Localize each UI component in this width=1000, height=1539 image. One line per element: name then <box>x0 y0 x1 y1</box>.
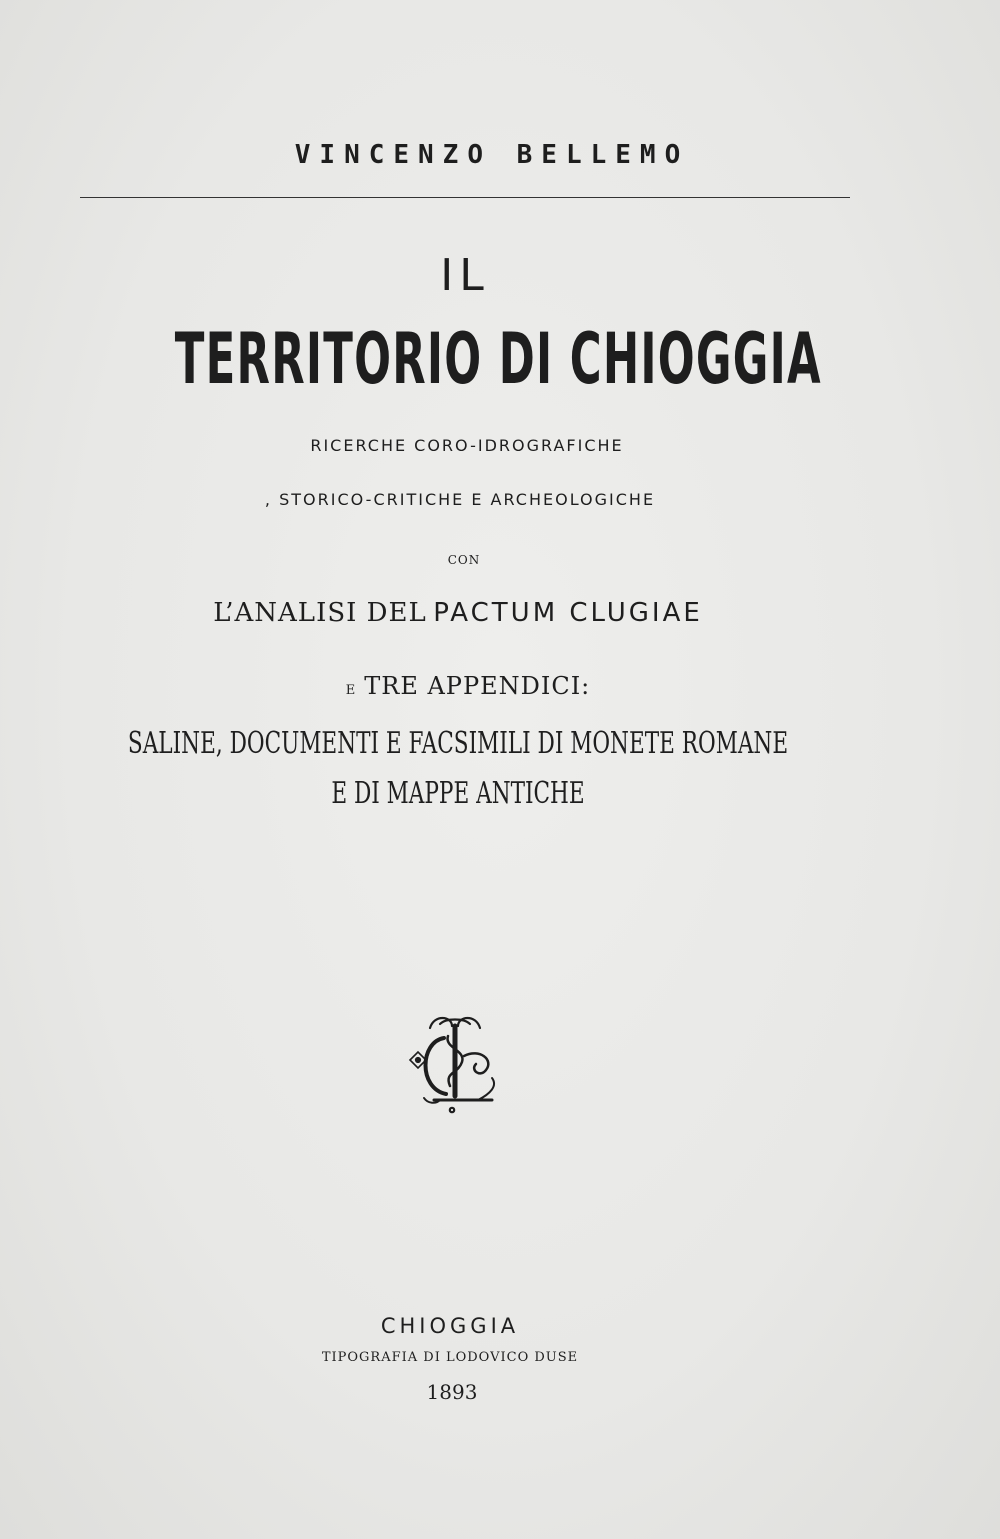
analisi-prefix: L’ANALISI DEL <box>213 598 427 628</box>
appendici-label: TRE APPENDICI: <box>364 672 591 700</box>
imprint-printer: TIPOGRAFIA DI LODOVICO DUSE <box>321 1350 579 1365</box>
appendici-conjunction: E <box>345 683 357 698</box>
title-article: IL <box>440 250 490 301</box>
subtitle-appendici <box>0 672 968 700</box>
author-name: VINCENZO BELLEMO <box>294 140 690 170</box>
subtitle-analisi <box>0 598 958 628</box>
subtitle-line-1: RICERCHE CORO-IDROGRAFICHE <box>310 436 624 455</box>
subtitle-line-2: , STORICO-CRITICHE E ARCHEOLOGICHE <box>264 490 656 509</box>
subtitle-mappe: E DI MAPPE ANTICHE <box>331 776 585 811</box>
main-title: TERRITORIO DI CHIOGGIA <box>174 318 822 400</box>
subtitle-saline: SALINE, DOCUMENTI E FACSIMILI DI MONETE ROMANE <box>127 726 789 761</box>
horizontal-rule <box>80 197 850 198</box>
imprint-place: CHIOGGIA <box>380 1314 520 1338</box>
analisi-pactum: PACTUM CLUGIAE <box>433 598 703 628</box>
subtitle-con: CON <box>447 553 481 567</box>
monogram-ornament-icon <box>400 1008 510 1118</box>
imprint-year: 1893 <box>426 1380 478 1404</box>
